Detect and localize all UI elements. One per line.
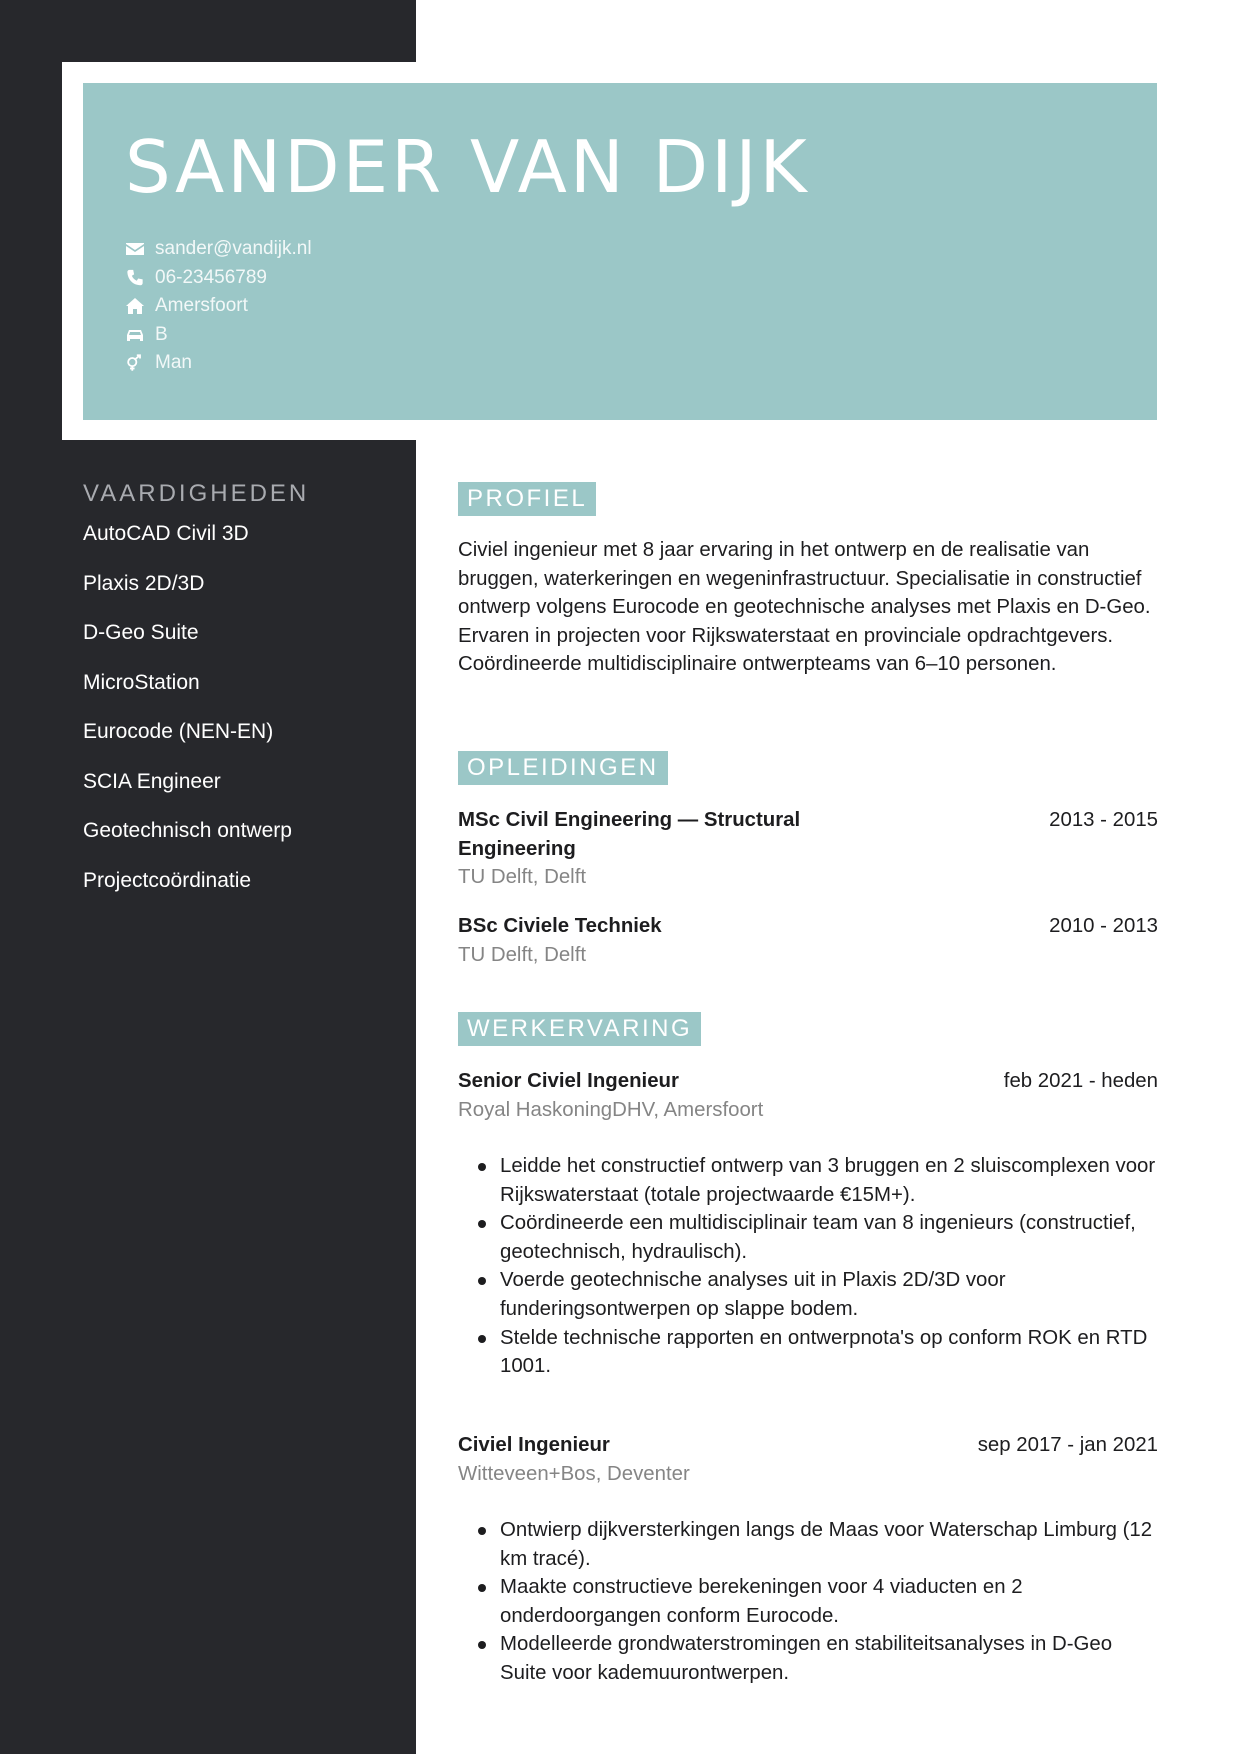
skills-title: VAARDIGHEDEN bbox=[83, 480, 310, 507]
contact-city-text: Amersfoort bbox=[155, 295, 248, 317]
bullet-item: Voerde geotechnische analyses uit in Plaxis 2D/3D voor funderingsontwerpen op slappe bodem. bbox=[500, 1266, 1158, 1323]
contact-phone bbox=[125, 264, 312, 293]
education-school: TU Delft, Delft bbox=[458, 943, 587, 966]
contact-gender bbox=[125, 349, 312, 378]
experience-bullets bbox=[458, 1516, 1158, 1688]
header bbox=[83, 83, 1157, 420]
experience-dates: sep 2017 - jan 2021 bbox=[977, 1434, 1158, 1456]
experience-entry bbox=[458, 1431, 1158, 1688]
profile-title: PROFIEL bbox=[458, 482, 596, 516]
skill-item: Projectcoördinatie bbox=[83, 868, 252, 892]
skill-item: SCIA Engineer bbox=[83, 769, 221, 793]
contact-license bbox=[125, 321, 312, 350]
bullet-item: Stelde technische rapporten en ontwerpnota's op conform ROK en RTD 1001. bbox=[500, 1324, 1158, 1381]
bullet-item: Maakte constructieve berekeningen voor 4 viaducten en 2 onderdoorgangen conform Eurocode. bbox=[500, 1573, 1158, 1630]
skill-item: AutoCAD Civil 3D bbox=[83, 522, 249, 545]
bullet-item: Leidde het constructief ontwerp van 3 bruggen en 2 sluiscomplexen voor Rijkswaterstaat (totale projectwaarde €15M+). bbox=[500, 1152, 1158, 1209]
contact-phone-text: 06-23456789 bbox=[155, 266, 267, 288]
experience-title: WERKERVARING bbox=[458, 1012, 701, 1046]
education-dates: 2013 - 2015 bbox=[1049, 809, 1158, 831]
gender-icon bbox=[125, 353, 149, 373]
experience-role: Senior Civiel Ingenieur bbox=[458, 1070, 679, 1092]
experience-entry bbox=[458, 1067, 1158, 1381]
skill-item: Plaxis 2D/3D bbox=[83, 571, 205, 595]
home-icon bbox=[125, 296, 149, 316]
experience-company: Royal HaskoningDHV, Amersfoort bbox=[458, 1098, 764, 1121]
profile-text: Civiel ingenieur met 8 jaar ervaring in het ontwerp en de realisatie van bruggen, waterkeringen en wegeninfrastructuur. Specialisatie in constructief ontwerp volgens Eurocode en geotechnische analyses met Plaxis en D-Geo. Ervaren in projecten voor Rijkswaterstaat en provinciale opdrachtgevers. Coördineerde multidisciplinaire ontwerpteams van 6–10 personen. bbox=[458, 539, 1151, 676]
skill-item: D-Geo Suite bbox=[83, 621, 199, 644]
bullet-item: Ontwierp dijkversterkingen langs de Maas voor Waterschap Limburg (12 km tracé). bbox=[500, 1516, 1158, 1573]
education-school: TU Delft, Delft bbox=[458, 866, 587, 888]
education-degree: BSc Civiele Techniek bbox=[458, 915, 662, 937]
skills-section bbox=[83, 480, 403, 918]
education-title: OPLEIDINGEN bbox=[458, 751, 668, 785]
car-icon bbox=[125, 325, 149, 345]
experience-dates: feb 2021 - heden bbox=[1003, 1070, 1158, 1092]
contact-city bbox=[125, 292, 312, 321]
contact-email bbox=[125, 235, 312, 264]
contact-gender-text: Man bbox=[155, 352, 192, 374]
contact-license-text: B bbox=[155, 323, 168, 345]
envelope-icon bbox=[125, 239, 149, 259]
education-entry bbox=[458, 912, 1158, 969]
contact-email-text: sander@vandijk.nl bbox=[155, 238, 312, 260]
phone-icon bbox=[125, 268, 149, 288]
contact-list bbox=[125, 235, 312, 378]
bullet-item: Coördineerde een multidisciplinair team van 8 ingenieurs (constructief, geotechnisch, hydraulisch). bbox=[500, 1209, 1158, 1266]
experience-role: Civiel Ingenieur bbox=[458, 1434, 610, 1456]
education-dates: 2010 - 2013 bbox=[1049, 915, 1158, 937]
skill-item: Geotechnisch ontwerp bbox=[83, 819, 292, 842]
education-entry bbox=[458, 806, 1158, 892]
candidate-name: SANDER VAN DIJK bbox=[125, 125, 810, 209]
skill-item: Eurocode (NEN-EN) bbox=[83, 720, 274, 743]
experience-company: Witteveen+Bos, Deventer bbox=[458, 1462, 690, 1485]
experience-bullets bbox=[458, 1152, 1158, 1381]
education-degree: MSc Civil Engineering — Structural Engineering bbox=[458, 809, 801, 860]
skill-item: MicroStation bbox=[83, 670, 200, 694]
bullet-item: Modelleerde grondwaterstromingen en stabiliteitsanalyses in D-Geo Suite voor kademuurontwerpen. bbox=[500, 1630, 1158, 1687]
